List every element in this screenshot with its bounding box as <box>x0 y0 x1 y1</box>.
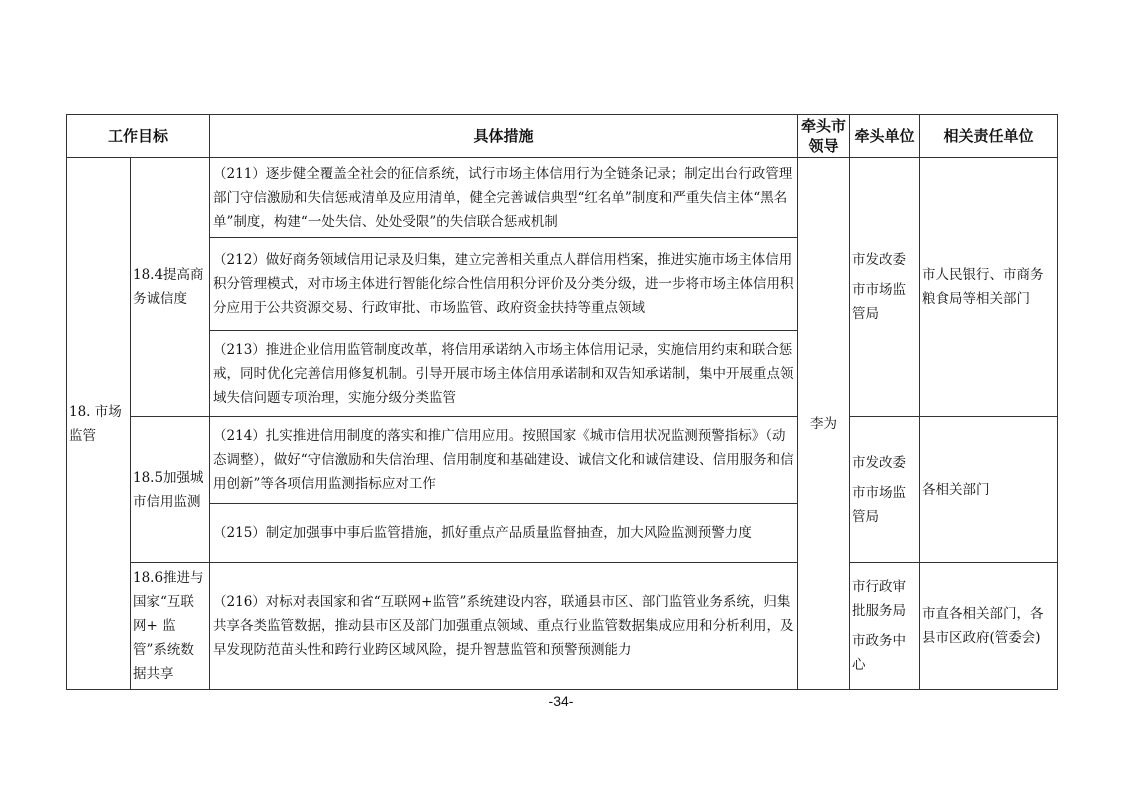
work-plan-table <box>66 114 1058 690</box>
goal-main: 18. 市场监管 <box>67 158 131 690</box>
measure: （213）推进企业信用监管制度改革，将信用承诺纳入市场主体信用记录，实施信用约束和联合惩戒，同时优化完善信用修复机制。引导开展市场主体信用承诺制和双告知承诺制，集中开展重点领域失信问题专项治理，实施分级分类监管 <box>210 331 798 417</box>
lead-unit <box>850 563 920 690</box>
sub-goal: 18.4提高商务诚信度 <box>131 158 210 417</box>
lead-unit <box>850 158 920 417</box>
leader: 李为 <box>798 158 850 690</box>
header-measures: 具体措施 <box>210 115 798 158</box>
lead-unit-name: 市市场监管局 <box>852 282 907 322</box>
lead-unit-name: 市行政审批服务局 <box>852 579 907 619</box>
measure: （212）做好商务领域信用记录及归集，建立完善相关重点人群信用档案，推进实施市场主体信用积分管理模式，对市场主体进行智能化综合性信用积分评价及分类分级，进一步将市场主体信用积分应用于公共资源交易、行政审批、市场监管、政府资金扶持等重点领域 <box>210 238 798 331</box>
lead-unit-name: 市发改委 <box>852 252 907 268</box>
header-related: 相关责任单位 <box>920 115 1058 158</box>
sub-goal: 18.5加强城市信用监测 <box>131 417 210 563</box>
header-leader: 牵头市领导 <box>798 115 850 158</box>
related-units: 市人民银行、市商务粮食局等相关部门 <box>920 158 1058 417</box>
page-number: -34- <box>548 693 574 709</box>
measure: （211）逐步健全覆盖全社会的征信系统，试行市场主体信用行为全链条记录；制定出台行政管理部门守信激励和失信惩戒清单及应用清单，健全完善诚信典型“红名单”制度和严重失信主体“黑名单”制度，构建“一处失信、处处受限”的失信联合惩戒机制 <box>210 158 798 238</box>
sub-goal: 18.6推进与国家“互联网+ 监管”系统数据共享 <box>131 563 210 690</box>
measure: （216）对标对表国家和省“互联网+监管”系统建设内容，联通县市区、部门监管业务系统，归集共享各类监管数据，推动县市区及部门加强重点领域、重点行业监管数据集成应用和分析利用，及早发现防范苗头性和跨行业跨区域风险，提升智慧监管和预警预测能力 <box>210 563 798 690</box>
measure: （214）扎实推进信用制度的落实和推广信用应用。按照国家《城市信用状况监测预警指标》（动态调整），做好“守信激励和失信治理、信用制度和基础建设、诚信文化和诚信建设、信用服务和信用创新”等各项信用监测指标应对工作 <box>210 417 798 504</box>
measure: （215）制定加强事中事后监管措施，抓好重点产品质量监督抽查，加大风险监测预警力度 <box>210 504 798 563</box>
related-units: 各相关部门 <box>920 417 1058 563</box>
lead-unit <box>850 417 920 563</box>
related-units: 市直各相关部门，各县市区政府(管委会) <box>920 563 1058 690</box>
header-goal: 工作目标 <box>67 115 210 158</box>
lead-unit-name: 市市场监管局 <box>852 484 907 525</box>
lead-unit-name: 市政务中心 <box>852 633 907 673</box>
lead-unit-name: 市发改委 <box>852 454 907 471</box>
header-lead-unit: 牵头单位 <box>850 115 920 158</box>
